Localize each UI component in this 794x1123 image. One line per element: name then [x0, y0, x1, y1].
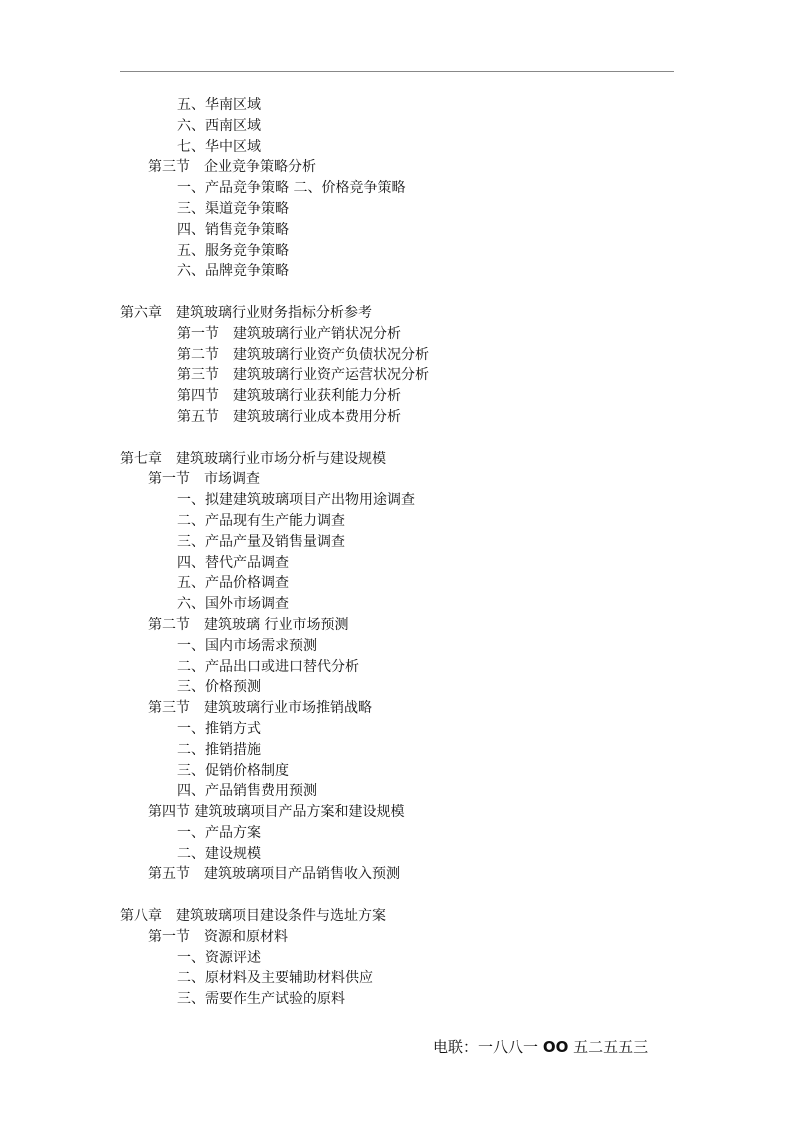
toc-item: 三、需要作生产试验的原料 [177, 991, 345, 1008]
toc-section: 第二节 建筑玻璃行业资产负债状况分析 [177, 346, 429, 363]
toc-item: 三、促销价格制度 [177, 762, 289, 779]
toc-item: 一、拟建建筑玻璃项目产出物用途调查 [177, 492, 415, 509]
toc-section: 第五节 建筑玻璃项目产品销售收入预测 [148, 866, 400, 883]
toc-item: 二、建设规模 [177, 845, 261, 862]
toc-item: 一、产品方案 [177, 824, 261, 841]
toc-item: 二、推销措施 [177, 741, 261, 758]
spacer [0, 885, 794, 906]
toc-item: 四、替代产品调查 [177, 554, 289, 571]
footer-phone-part: 五二五五三 [573, 1038, 649, 1056]
toc-item: 二、原材料及主要辅助材料供应 [177, 970, 373, 987]
toc-item: 一、推销方式 [177, 720, 261, 737]
footer-contact [433, 1036, 648, 1057]
toc-section: 第四节 建筑玻璃项目产品方案和建设规模 [148, 804, 405, 821]
toc-item: 四、产品销售费用预测 [177, 783, 317, 800]
toc-item: 五、产品价格调查 [177, 575, 289, 592]
footer-phone-part: OO [542, 1038, 569, 1056]
toc-chapter: 第八章 建筑玻璃项目建设条件与选址方案 [120, 908, 386, 925]
toc-item: 四、销售竞争策略 [177, 221, 289, 238]
toc-item: 三、渠道竞争策略 [177, 200, 289, 217]
toc-section: 第一节 资源和原材料 [148, 928, 288, 945]
footer-phone-part: 一八八一 [478, 1038, 539, 1056]
toc-item: 五、服务竞争策略 [177, 242, 289, 259]
table-of-contents [0, 95, 794, 1010]
toc-item: 二、产品出口或进口替代分析 [177, 658, 359, 675]
toc-chapter: 第七章 建筑玻璃行业市场分析与建设规模 [120, 450, 386, 467]
toc-section: 第四节 建筑玻璃行业获利能力分析 [177, 388, 401, 405]
toc-item: 六、国外市场调查 [177, 596, 289, 613]
toc-item: 二、产品现有生产能力调查 [177, 512, 345, 529]
toc-item: 三、产品产量及销售量调查 [177, 533, 345, 550]
spacer [0, 428, 794, 449]
toc-item: 一、资源评述 [177, 949, 261, 966]
toc-item: 一、国内市场需求预测 [177, 637, 317, 654]
toc-item: 七、华中区域 [177, 138, 261, 155]
toc-section: 第三节 建筑玻璃行业资产运营状况分析 [177, 367, 429, 384]
toc-item: 六、西南区域 [177, 117, 261, 134]
footer-label: 电联： [433, 1038, 479, 1056]
toc-section: 第三节 企业竞争策略分析 [148, 159, 316, 176]
toc-section: 第二节 建筑玻璃 行业市场预测 [148, 616, 349, 633]
spacer [0, 282, 794, 303]
toc-section: 第五节 建筑玻璃行业成本费用分析 [177, 408, 401, 425]
toc-section: 第三节 建筑玻璃行业市场推销战略 [148, 700, 372, 717]
toc-section: 第一节 市场调查 [148, 471, 260, 488]
header-rule [120, 71, 674, 72]
toc-item: 三、价格预测 [177, 679, 261, 696]
toc-chapter: 第六章 建筑玻璃行业财务指标分析参考 [120, 304, 372, 321]
toc-item: 六、品牌竞争策略 [177, 263, 289, 280]
toc-item: 五、华南区域 [177, 97, 261, 113]
toc-item: 一、产品竞争策略 二、价格竞争策略 [177, 180, 406, 197]
toc-section: 第一节 建筑玻璃行业产销状况分析 [177, 325, 401, 342]
